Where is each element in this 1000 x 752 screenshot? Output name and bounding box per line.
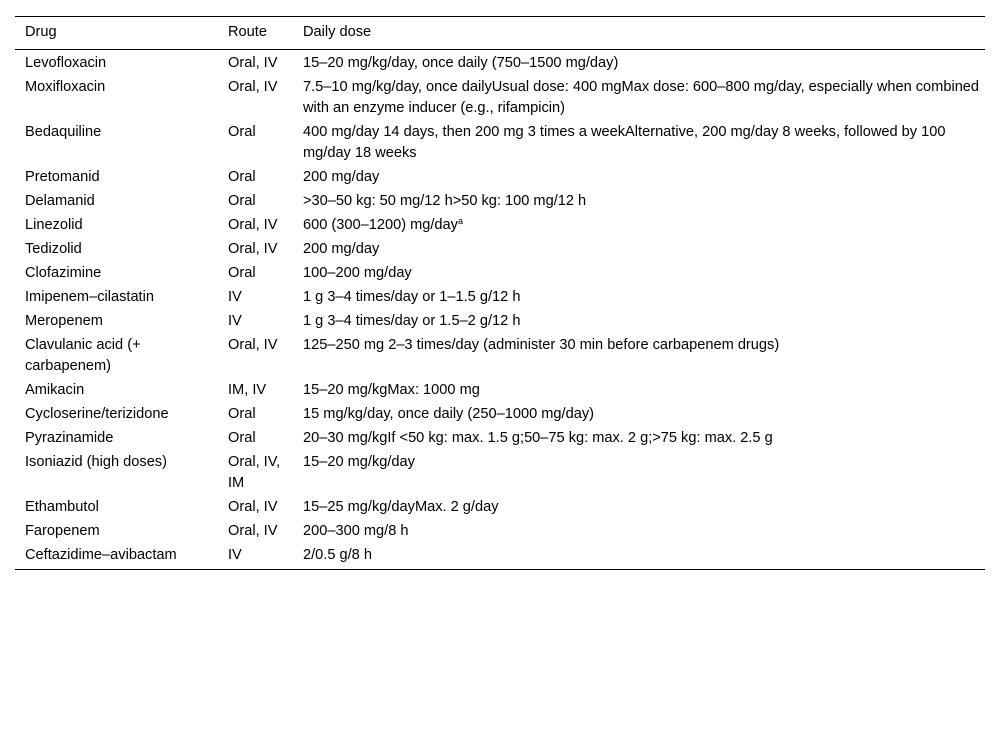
cell-dose: 125–250 mg 2–3 times/day (administer 30 min before carbapenem drugs) <box>303 337 780 353</box>
cell-drug: Ceftazidime–avibactam <box>25 547 177 563</box>
cell-drug: Bedaquiline <box>25 124 102 140</box>
dosing-table <box>15 16 985 570</box>
cell-route: IM, IV <box>228 382 267 398</box>
cell-drug: Moxifloxacin <box>25 79 106 95</box>
table-row <box>15 76 985 121</box>
cell-route: Oral, IV, IM <box>228 454 281 491</box>
cell-dose: 15–20 mg/kg/day, once daily (750–1500 mg/day) <box>303 55 619 71</box>
cell-drug: Pyrazinamide <box>25 430 114 446</box>
header-route: Route <box>228 24 267 40</box>
table-row <box>15 427 985 451</box>
dosing-table-container <box>15 16 985 570</box>
cell-drug: Pretomanid <box>25 169 100 185</box>
cell-route: Oral <box>228 124 256 140</box>
table-row <box>15 286 985 310</box>
cell-dose: 15–20 mg/kg/day <box>303 454 415 470</box>
cell-drug: Delamanid <box>25 193 95 209</box>
table-row <box>15 544 985 570</box>
cell-dose: 1 g 3–4 times/day or 1.5–2 g/12 h <box>303 313 521 329</box>
cell-drug: Tedizolid <box>25 241 82 257</box>
cell-dose: 1 g 3–4 times/day or 1–1.5 g/12 h <box>303 289 521 305</box>
table-row <box>15 238 985 262</box>
table-row <box>15 310 985 334</box>
table-row <box>15 403 985 427</box>
cell-route: IV <box>228 313 242 329</box>
table-row <box>15 496 985 520</box>
cell-route: Oral, IV <box>228 523 278 539</box>
cell-dose: 200 mg/day <box>303 241 380 257</box>
cell-dose: 2/0.5 g/8 h <box>303 547 372 563</box>
table-row <box>15 451 985 496</box>
table-row <box>15 214 985 238</box>
cell-drug: Clofazimine <box>25 265 102 281</box>
dose-text: 600 (300–1200) mg/day <box>303 217 458 233</box>
table-row <box>15 379 985 403</box>
cell-dose: 15–20 mg/kgMax: 1000 mg <box>303 382 480 398</box>
cell-route: Oral, IV <box>228 79 278 95</box>
table-row <box>15 50 985 77</box>
cell-route: IV <box>228 289 242 305</box>
cell-route: Oral, IV <box>228 55 278 71</box>
table-body <box>15 50 985 570</box>
cell-dose: 7.5–10 mg/kg/day, once dailyUsual dose: 400 mgMax dose: 600–800 mg/day, especially when combined with an enzyme inducer (e.g., rifampicin) <box>303 79 980 116</box>
table-row <box>15 262 985 286</box>
cell-route: Oral, IV <box>228 217 278 233</box>
cell-drug: Isoniazid (high doses) <box>25 454 167 470</box>
cell-drug: Cycloserine/terizidone <box>25 406 169 422</box>
cell-drug: Faropenem <box>25 523 100 539</box>
cell-route: Oral <box>228 193 256 209</box>
cell-route: Oral <box>228 406 256 422</box>
cell-route: Oral <box>228 430 256 446</box>
cell-route: Oral, IV <box>228 499 278 515</box>
cell-dose: 15 mg/kg/day, once daily (250–1000 mg/day) <box>303 406 594 422</box>
cell-drug: Imipenem–cilastatin <box>25 289 154 305</box>
cell-drug: Ethambutol <box>25 499 99 515</box>
table-row <box>15 190 985 214</box>
cell-route: Oral, IV <box>228 241 278 257</box>
header-daily-dose: Daily dose <box>303 24 372 40</box>
cell-drug: Levofloxacin <box>25 55 107 71</box>
table-header <box>15 17 985 50</box>
cell-drug: Clavulanic acid (+ carbapenem) <box>25 337 141 374</box>
cell-dose: 200–300 mg/8 h <box>303 523 409 539</box>
table-row <box>15 334 985 379</box>
cell-drug: Amikacin <box>25 382 85 398</box>
cell-dose: 200 mg/day <box>303 169 380 185</box>
table-row <box>15 121 985 166</box>
cell-drug: Linezolid <box>25 217 83 233</box>
header-drug: Drug <box>25 24 57 40</box>
cell-route: Oral, IV <box>228 337 278 353</box>
cell-route: Oral <box>228 265 256 281</box>
header-row <box>15 17 985 50</box>
table-row <box>15 166 985 190</box>
footnote-marker: a <box>457 216 463 226</box>
cell-dose: 15–25 mg/kg/dayMax. 2 g/day <box>303 499 499 515</box>
cell-drug: Meropenem <box>25 313 103 329</box>
cell-dose <box>293 214 985 238</box>
cell-dose: >30–50 kg: 50 mg/12 h>50 kg: 100 mg/12 h <box>303 193 587 209</box>
cell-dose: 400 mg/day 14 days, then 200 mg 3 times a weekAlternative, 200 mg/day 8 weeks, followed by 100 mg/day 18 weeks <box>303 124 946 161</box>
cell-dose: 20–30 mg/kgIf <50 kg: max. 1.5 g;50–75 kg: max. 2 g;>75 kg: max. 2.5 g <box>303 430 773 446</box>
cell-dose: 100–200 mg/day <box>303 265 412 281</box>
cell-route: Oral <box>228 169 256 185</box>
table-row <box>15 520 985 544</box>
cell-route: IV <box>228 547 242 563</box>
